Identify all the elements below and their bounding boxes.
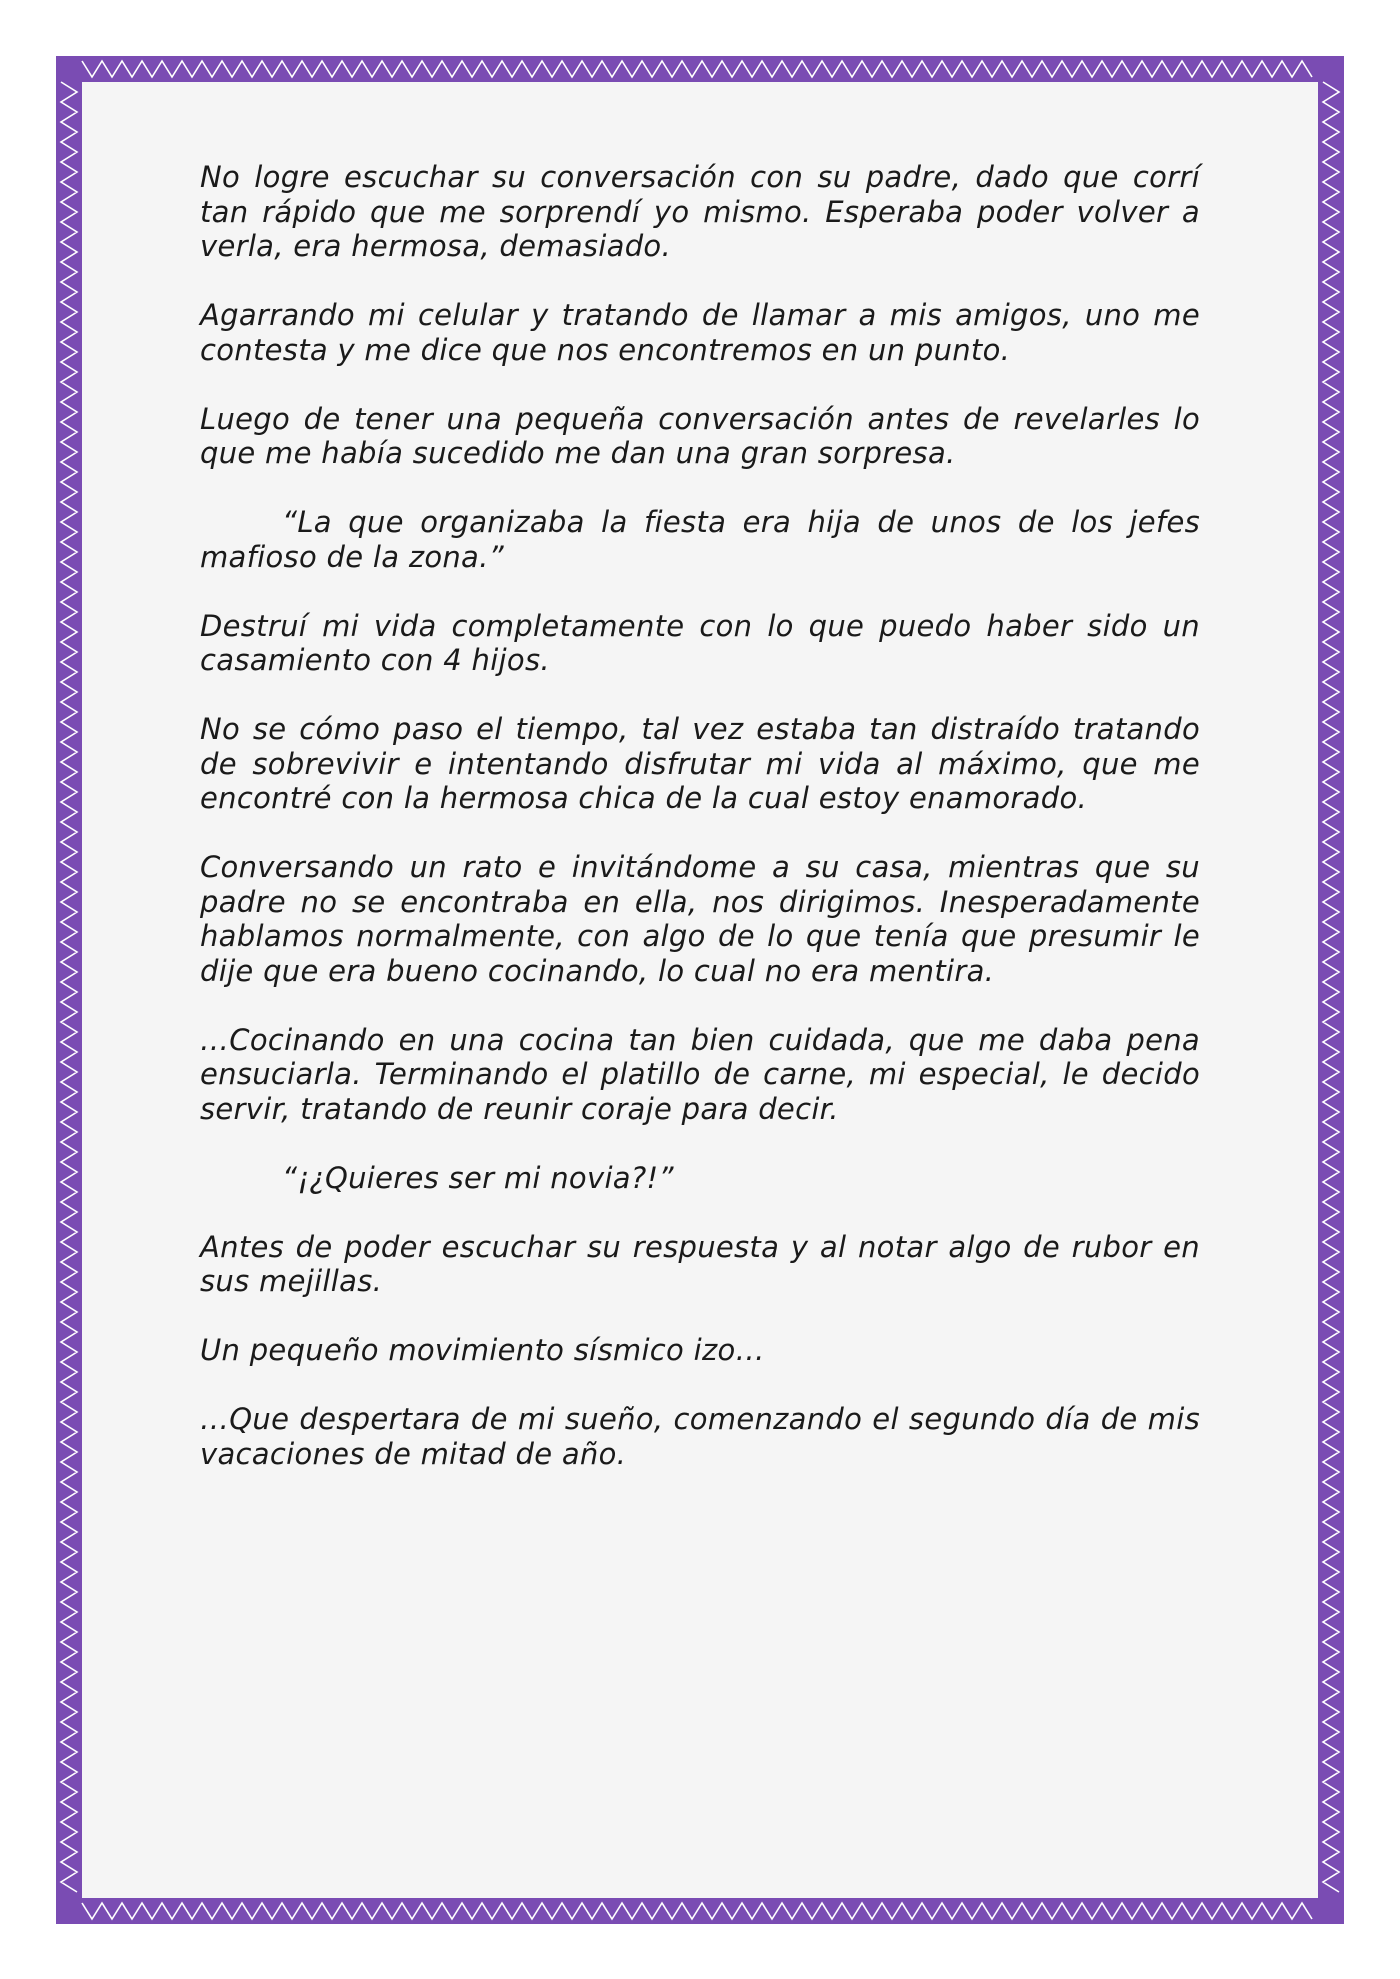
story-text — [200, 160, 1200, 1506]
paragraph: No se cómo paso el tiempo, tal vez estaba tan distraído tratando de sobrevivir e intentando disfrutar mi vida al máximo, que me encontré con la hermosa chica de la cual estoy enamorado. — [200, 712, 1200, 815]
paragraph: …Cocinando en una cocina tan bien cuidada, que me daba pena ensuciarla. Terminando el platillo de carne, mi especial, le decido servir, tratando de reunir coraje para decir. — [200, 1022, 1200, 1126]
paragraph: Agarrando mi celular y tratando de llamar a mis amigos, uno me contesta y me dice que nos encontremos en un punto. — [200, 298, 1200, 367]
paragraph: Destruí mi vida completamente con lo que puedo haber sido un casamiento con 4 hijos. — [200, 608, 1200, 677]
quote-paragraph: “La que organizaba la fiesta era hija de unos de los jefes mafioso de la zona.” — [200, 505, 1200, 574]
paragraph: Un pequeño movimiento sísmico izo… — [200, 1333, 765, 1367]
paragraph: Conversando un rato e invitándome a su casa, mientras que su padre no se encontraba en ella, nos dirigimos. Inesperadamente hablamos normalmente, con algo de lo que tenía que presumir le dije que era bueno cocinando, lo cual no era mentira. — [200, 850, 1200, 988]
paragraph: No logre escuchar su conversación con su padre, dado que corrí tan rápido que me sorprendí yo mismo. Esperaba poder volver a verla, era hermosa, demasiado. — [200, 160, 1200, 263]
quote-paragraph: “¡¿Quieres ser mi novia?!” — [282, 1160, 674, 1195]
paragraph: …Que despertara de mi sueño, comenzando el segundo día de mis vacaciones de mitad de año. — [200, 1402, 1200, 1471]
paragraph: Luego de tener una pequeña conversación antes de revelarles lo que me había sucedido me dan una gran sorpresa. — [200, 401, 1200, 470]
paragraph: Antes de poder escuchar su respuesta y al notar algo de rubor en sus mejillas. — [200, 1229, 1200, 1298]
